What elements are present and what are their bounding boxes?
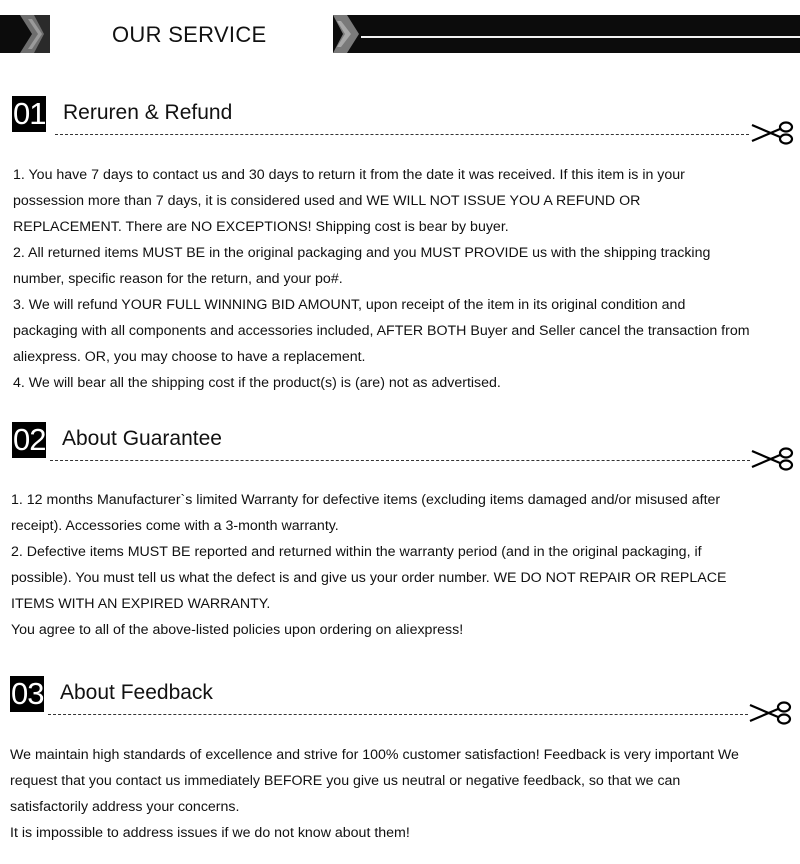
scissors-icon [750,120,794,146]
scissors-icon [748,700,792,726]
section-number: 02 [13,422,46,457]
dashed-divider [48,714,748,715]
section-title: Reruren & Refund [63,101,233,124]
dashed-divider [55,134,749,135]
section-refund [0,96,800,391]
body-line: packaging with all components and accessories included, AFTER BOTH Buyer and Seller cancel the transaction from [13,323,750,339]
body-line: possible). You must tell us what the defect is and give us your order number. WE DO NOT REPAIR OR REPLACE [11,570,727,586]
section-header [0,422,800,468]
body-line: aliexpress. OR, you may choose to have a replacement. [13,349,366,365]
section-number: 03 [11,676,44,711]
body-line: 2. Defective items MUST BE reported and returned within the warranty period (and in the original packaging, if [11,544,702,560]
body-line: We maintain high standards of excellence and strive for 100% customer satisfaction! Feedback is very important We [10,747,739,763]
section-title: About Guarantee [62,427,222,450]
section-body [11,487,726,643]
section-header [0,96,800,142]
body-line: 3. We will refund YOUR FULL WINNING BID AMOUNT, upon receipt of the item in its original condition and [13,297,686,313]
body-line: 1. You have 7 days to contact us and 30 days to return it from the date it was received. If this item is in your [13,167,685,183]
body-line: You agree to all of the above-listed policies upon ordering on aliexpress! [11,622,464,638]
body-line: request that you contact us immediately BEFORE you give us neutral or negative feedback, so that we can [10,773,681,789]
chevron-decoration-icon [0,15,50,53]
body-line: 2. All returned items MUST BE in the original packaging and you MUST PROVIDE us with the shipping tracking [13,245,711,261]
scissors-icon [750,446,794,472]
body-line: REPLACEMENT. There are NO EXCEPTIONS! Shipping cost is bear by buyer. [13,219,509,235]
section-header [0,676,800,722]
section-body [10,742,739,846]
section-guarantee [0,422,800,638]
dashed-divider [50,460,750,461]
banner-stripe [361,36,800,38]
body-line: 1. 12 months Manufacturer`s limited Warranty for defective items (excluding items damaged and/or misused after [11,492,721,508]
banner-title: OUR SERVICE [112,22,267,47]
banner-right-decoration [333,15,800,53]
section-body [13,162,750,396]
body-line: possession more than 7 days, it is considered used and WE WILL NOT ISSUE YOU A REFUND OR [13,193,641,209]
banner-left-decoration [0,15,50,53]
body-line: receipt). Accessories come with a 3-month warranty. [11,518,339,534]
body-line: ITEMS WITH AN EXPIRED WARRANTY. [11,596,271,612]
chevron-decoration-icon [333,15,373,53]
body-line: satisfactorily address your concerns. [10,799,240,815]
section-title: About Feedback [60,681,213,704]
body-line: number, specific reason for the return, and your po#. [13,271,343,287]
section-feedback [0,676,800,841]
body-line: It is impossible to address issues if we do not know about them! [10,825,410,841]
section-number: 01 [13,96,46,131]
body-line: 4. We will bear all the shipping cost if the product(s) is (are) not as advertised. [13,375,501,391]
service-banner [0,0,800,64]
